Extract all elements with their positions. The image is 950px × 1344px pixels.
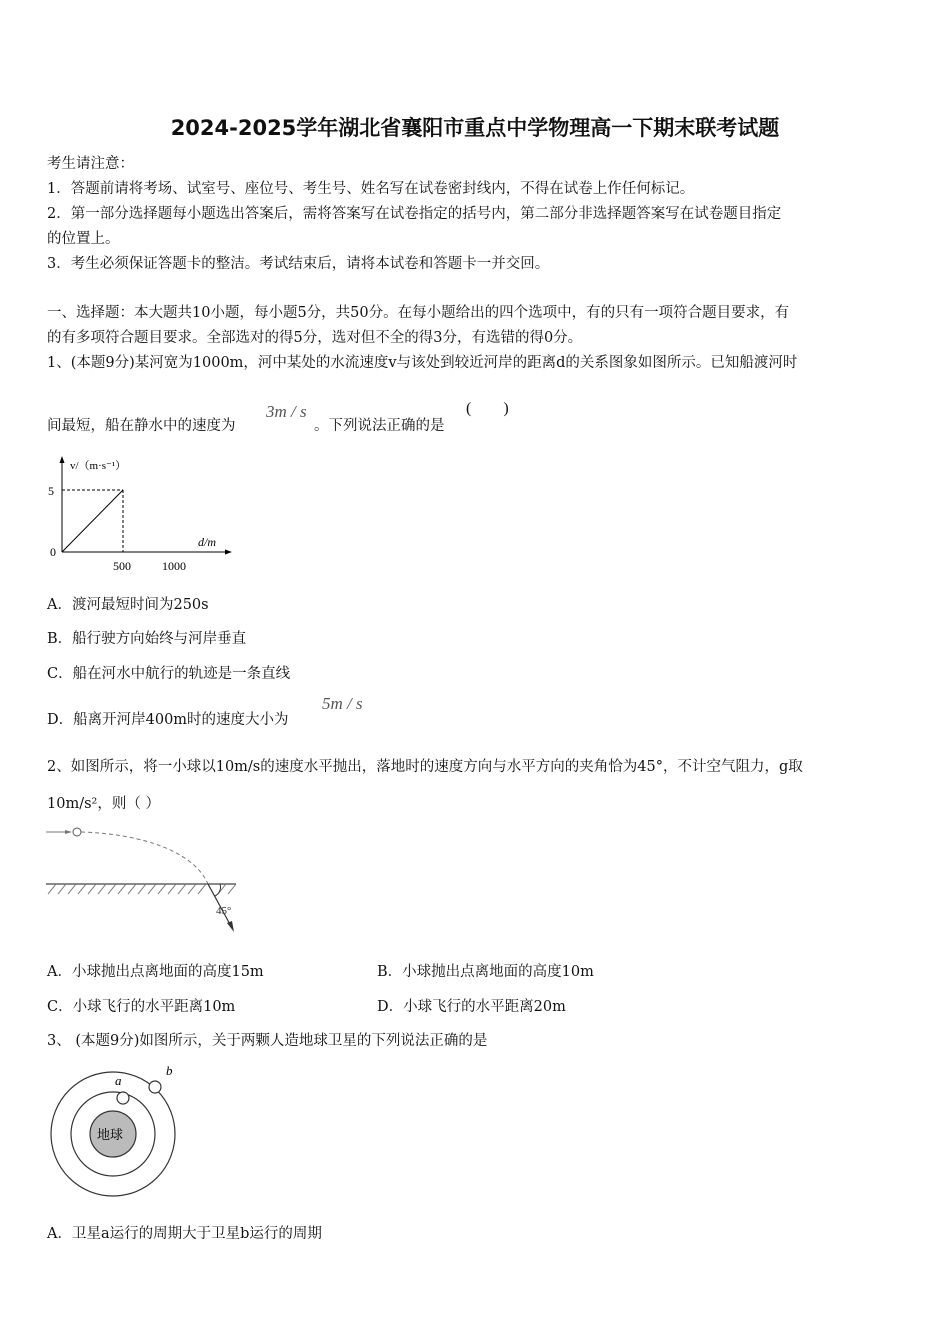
q2-stem-line1: 2、如图所示，将一小球以10m/s的速度水平抛出，落地时的速度方向与水平方向的夹角恰为45°，不计空气阻力，g取: [47, 759, 803, 775]
q2-angle-arc: [215, 884, 220, 896]
q2-ball: [73, 828, 81, 836]
q1-velocity-graph: [40, 452, 240, 582]
q3-satellite-a-label: a: [115, 1073, 122, 1088]
notice-heading: 考生请注意：: [47, 156, 134, 172]
q3-earth-label: 地球: [97, 1127, 124, 1142]
q2-option-a: A．小球抛出点离地面的高度15m: [47, 964, 264, 980]
q1-stem-line2: [47, 414, 236, 435]
notice-item-2: 2．第一部分选择题每小题选出答案后，需将答案写在试卷指定的括号内，第二部分非选择题答案写在试卷题目指定: [47, 206, 782, 222]
q1-option-c: C．船在河水中航行的轨迹是一条直线: [47, 666, 291, 682]
q2-launch-arrow: [65, 830, 72, 834]
q2-ground-hatch: [48, 884, 236, 894]
q1-graph-ylabel: v/（m·s⁻¹）: [70, 460, 127, 472]
q1-option-b: B．船行驶方向始终与河岸垂直: [47, 631, 247, 647]
q3-satellite-b: [149, 1081, 161, 1093]
q2-option-c: C．小球飞行的水平距离10m: [47, 999, 236, 1015]
q2-angle-label: 45°: [216, 905, 232, 917]
q1-graph-line: [62, 490, 123, 552]
q1-speed-formula: 3m / s: [266, 402, 307, 421]
q3-orbit-figure: [44, 1062, 194, 1207]
q2-stem-line2: 10m/s²，则（ ）: [47, 796, 160, 812]
q1-stem-line1: 1、(本题9分)某河宽为1000m，河中某处的水流速度v与该处到较近河岸的距离d的关系图象如图所示。已知船渡河时: [47, 355, 798, 371]
notice-item-1: 1．答题前请将考场、试室号、座位号、考生号、姓名写在试卷密封线内，不得在试卷上作任何标记。: [47, 181, 695, 197]
q1-option-a: A．渡河最短时间为250s: [47, 597, 209, 613]
section1-line2: 的有多项符合题目要求。全部选对的得5分，选对但不全的得3分，有选错的得0分。: [47, 330, 583, 346]
section1-line1: 一、选择题：本大题共10小题，每小题5分，共50分。在每小题给出的四个选项中，有的只有一项符合题目要求，有: [47, 305, 790, 321]
q1-graph-y-arrow: [60, 456, 65, 463]
q1-graph-origin: 0: [50, 545, 56, 559]
q1-stem-line2a: 间最短，船在静水中的速度为: [47, 418, 236, 434]
q1-option-d: D．船离开河岸400m时的速度大小为: [47, 712, 289, 728]
q1-graph-xlabel: d/m: [198, 535, 216, 549]
q3-satellite-b-label: b: [166, 1063, 173, 1078]
q1-graph-x-arrow: [225, 550, 232, 555]
q2-projectile-figure: [44, 822, 240, 938]
q1-option-d-formula: 5m / s: [322, 694, 363, 713]
q1-stem-line2b: 。下列说法正确的是: [314, 418, 445, 434]
q1-graph-x-tick-500: 500: [113, 559, 131, 573]
q1-answer-paren: ( ): [466, 400, 509, 417]
notice-item-2-cont: 的位置上。: [47, 231, 120, 247]
q2-option-b: B．小球抛出点离地面的高度10m: [377, 964, 594, 980]
q1-graph-y-tick: 5: [48, 484, 54, 498]
q3-stem: 3、 (本题9分)如图所示，关于两颗人造地球卫星的下列说法正确的是: [47, 1033, 488, 1049]
q3-option-a: A．卫星a运行的周期大于卫星b运行的周期: [47, 1226, 322, 1242]
q3-satellite-a: [117, 1092, 129, 1104]
q1-graph-x-tick-1000: 1000: [162, 559, 186, 573]
q2-velocity-arrow: [227, 921, 234, 932]
q2-trajectory: [81, 832, 208, 884]
page-title: 2024-2025学年湖北省襄阳市重点中学物理高一下期末联考试题: [170, 116, 780, 140]
q2-option-d: D．小球飞行的水平距离20m: [377, 999, 566, 1015]
notice-item-3: 3．考生必须保证答题卡的整洁。考试结束后，请将本试卷和答题卡一并交回。: [47, 256, 550, 272]
